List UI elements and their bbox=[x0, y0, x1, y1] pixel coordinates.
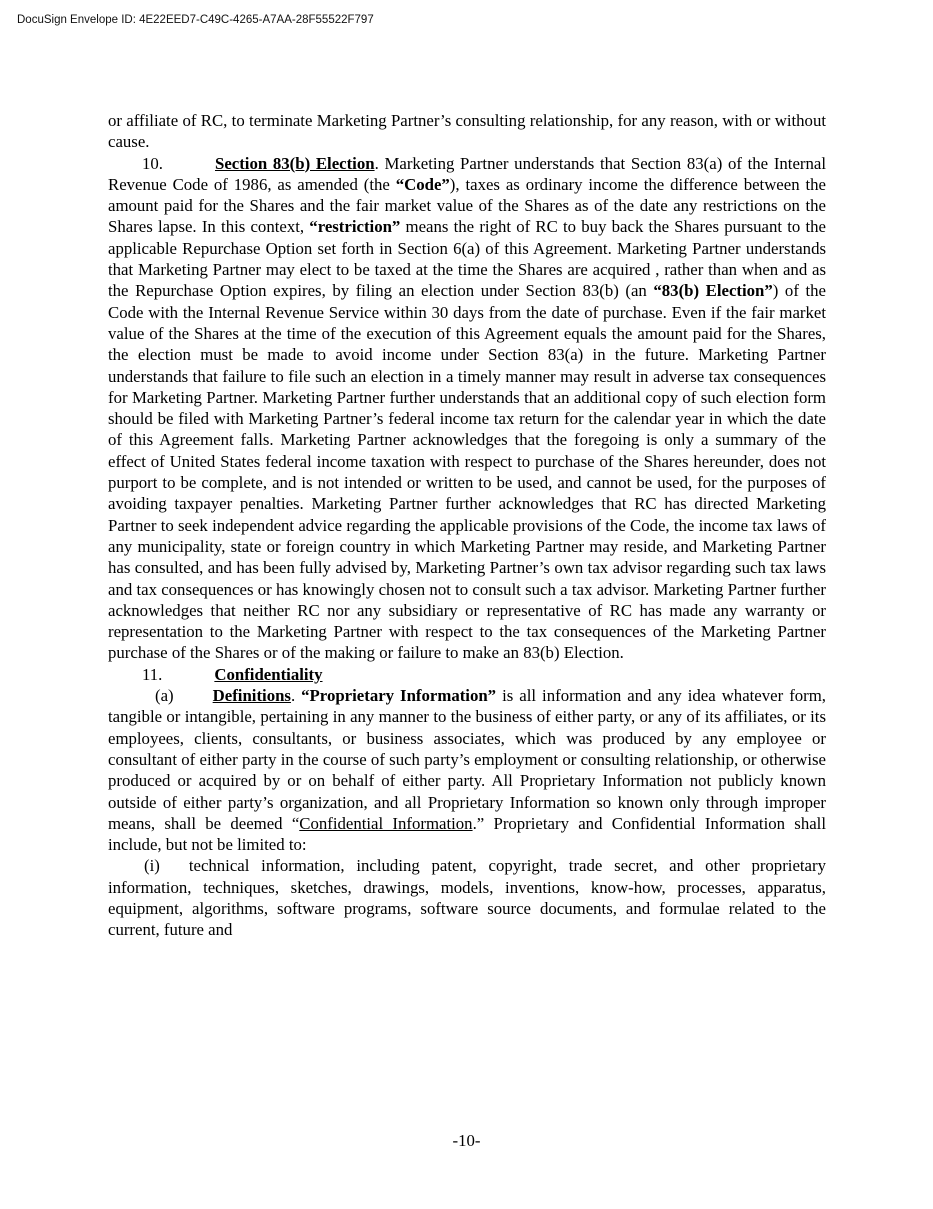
document-body bbox=[108, 110, 826, 941]
docusign-envelope-id: DocuSign Envelope ID: 4E22EED7-C49C-4265-A7AA-28F55522F797 bbox=[17, 14, 374, 26]
paragraph-section-83b-election: 10. Section 83(b) Election. Marketing Partner understands that Section 83(a) of the Internal Revenue Code of 1986, as amended (the “Code”), taxes as ordinary income the difference between the amount paid for the Shares and the fair market value of the Shares as of the date any restrictions on the Shares lapse. In this context, “restriction” means the right of RC to buy back the Shares pursuant to the applicable Repurchase Option set forth in Section 6(a) of this Agreement. Marketing Partner understands that Marketing Partner may elect to be taxed at the time the Shares are acquired , rather than when and as the Repurchase Option expires, by filing an election under Section 83(b) (an “83(b) Election”) of the Code with the Internal Revenue Service within 30 days from the date of purchase. Even if the fair market value of the Shares at the time of the execution of this Agreement equals the amount paid for the Shares, the election must be made to avoid income under Section 83(a) in the future. Marketing Partner understands that failure to file such an election in a timely manner may result in adverse tax consequences for Marketing Partner. Marketing Partner further understands that an additional copy of such election form should be filed with Marketing Partner’s federal income tax return for the calendar year in which the date of this Agreement falls. Marketing Partner acknowledges that the foregoing is only a summary of the effect of United States federal income taxation with respect to purchase of the Shares hereunder, does not purport to be complete, and is not intended or written to be used, and cannot be used, for the purposes of avoiding taxpayer penalties. Marketing Partner further acknowledges that RC has directed Marketing Partner to seek independent advice regarding the applicable provisions of the Code, the income tax laws of any municipality, state or foreign country in which Marketing Partner may reside, and Marketing Partner has consulted, and has been fully advised by, Marketing Partner’s own tax advisor regarding such tax laws and tax consequences or has knowingly chosen not to consult such a tax advisor. Marketing Partner further acknowledges that neither RC nor any subsidiary or representative of RC has made any warranty or representation to the Marketing Partner with respect to the tax consequences of the Marketing Partner purchase of the Shares or of the making or failure to make an 83(b) Election. bbox=[108, 153, 826, 663]
page-number: -10- bbox=[452, 1131, 481, 1150]
paragraph-termination-clause: or affiliate of RC, to terminate Marketing Partner’s consulting relationship, for any reason, with or without cause. bbox=[108, 111, 826, 152]
list-item-technical-information: (i) technical information, including patent, copyright, trade secret, and other proprietary information, techniques, sketches, drawings, models, inventions, know-how, processes, apparatus, equipment, algorithms, software programs, software source documents, and formulae related to the current, future and bbox=[108, 856, 826, 940]
paragraph-definitions: (a) Definitions. “Proprietary Information” is all information and any idea whatever form, tangible or intangible, pertaining in any manner to the business of either party, or any of its affiliates, or its employees, clients, consultants, or business associates, which was produced by any employee or consultant of either party in the course of such party’s employment or consulting relationship, or otherwise produced or acquired by or on behalf of either party. All Proprietary Information not publicly known outside of either party’s organization, and all Proprietary Information so known only through improper means, shall be deemed “Confidential Information.” Proprietary and Confidential Information shall include, but not be limited to: bbox=[108, 686, 827, 855]
heading-confidentiality: 11. Confidentiality bbox=[142, 664, 323, 684]
